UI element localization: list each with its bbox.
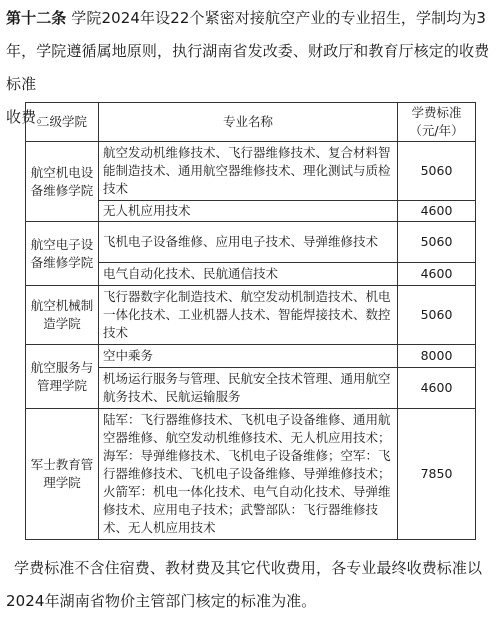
- table-row: [26, 142, 476, 201]
- fee-cell: 5060: [398, 222, 476, 263]
- fee-cell: 4600: [398, 201, 476, 222]
- major-cell: 飞行器数字化制造技术、航空发动机制造技术、机电一体化技术、工业机器人技术、智能焊接技术、数控技术: [99, 286, 398, 345]
- table-row: [26, 286, 476, 345]
- college-cell: 航空机电设备维修学院: [26, 142, 99, 222]
- table-row: [26, 345, 476, 368]
- college-cell: 航空电子设备维修学院: [26, 222, 99, 286]
- header-college: 二级学院: [26, 103, 99, 142]
- major-cell: 空中乘务: [99, 345, 398, 368]
- major-cell: 机场运行服务与管理、民航安全技术管理、通用航空航务技术、民航运输服务: [99, 368, 398, 409]
- major-cell: 电气自动化技术、民航通信技术: [99, 263, 398, 286]
- fee-cell: 4600: [398, 263, 476, 286]
- fee-table: [25, 102, 476, 540]
- major-cell: 无人机应用技术: [99, 201, 398, 222]
- article-text-line-2: 年，学院遵循属地原则，执行湖南省发改委、财政厅和教育厅核定的收费标准: [6, 42, 490, 93]
- major-cell: 陆军：飞行器维修技术、飞机电子设备维修、通用航空器维修、航空发动机维修技术、无人机应用技术；海军：导弹维修技术、飞机电子设备维修；空军：飞行器维修技术、飞机电子设备维修、导弹维修技术；火箭军：机电一体化技术、电气自动化技术、导弹维修技术、应用电子技术；武警部队：飞行器维修技术、无人机应用技术: [99, 409, 398, 540]
- note-line-1: 学费标准不含住宿费、教材费及其它代收费用，各专业最终收费标准以: [14, 559, 483, 577]
- college-cell: 军士教育管理学院: [26, 409, 99, 540]
- fee-cell: 5060: [398, 286, 476, 345]
- table-header-row: [26, 103, 476, 142]
- fee-note-paragraph: [6, 552, 496, 618]
- major-cell: 航空发动机维修技术、飞行器维修技术、复合材料智能制造技术、通用航空器维修技术、理化测试与质检技术: [99, 142, 398, 201]
- table-row: [26, 222, 476, 263]
- fee-cell: 8000: [398, 345, 476, 368]
- fee-cell: 7850: [398, 409, 476, 540]
- header-fee: 学费标准 （元/年）: [398, 103, 476, 142]
- college-cell: 航空服务与管理学院: [26, 345, 99, 409]
- fee-cell: 4600: [398, 368, 476, 409]
- major-cell: 飞机电子设备维修、应用电子技术、导弹维修技术: [99, 222, 398, 263]
- table-row: [26, 409, 476, 540]
- article-number: 第十二条: [6, 9, 67, 27]
- note-line-2: 2024年湖南省物价主管部门核定的标准为准。: [6, 592, 317, 610]
- article-text-line-1: 学院2024年设22个紧密对接航空产业的专业招生，学制均为3: [66, 9, 487, 27]
- fee-cell: 5060: [398, 142, 476, 201]
- article-text-line-3: 收费。: [6, 108, 52, 126]
- college-cell: 航空机械制造学院: [26, 286, 99, 345]
- header-major: 专业名称: [99, 103, 398, 142]
